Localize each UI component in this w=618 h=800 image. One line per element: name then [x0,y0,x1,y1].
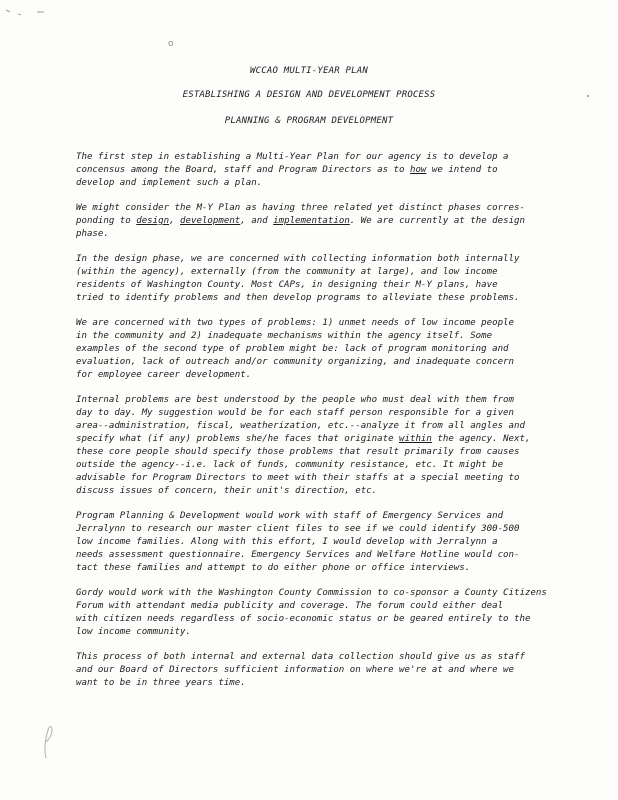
text-line: advisable for Program Directors to meet with their staffs at a special meeting to [76,473,520,483]
text-line: and our Board of Directors sufficient information on where we're at and where we [76,665,514,675]
text-line: day to day. My suggestion would be for each staff person responsible for a given [76,408,514,418]
text-run: , and [240,216,274,226]
paragraph-7 [76,587,596,639]
underlined-word: development [180,216,241,226]
text-line: for employee career development. [76,370,252,380]
text-line: discuss issues of concern, their unit's direction, etc. [76,486,378,496]
text-line: low income community. [76,627,191,637]
text-line: area--administration, fiscal, weatherization, etc.--analyze it from all angles and [76,421,525,431]
text-line: tried to identify problems and then develop programs to alleviate these problems. [76,293,520,303]
text-line: This process of both internal and external data collection should give us as staff [76,652,525,662]
paragraph-2 [76,202,596,241]
text-line: (within the agency), externally (from the community at large), and low income [76,267,498,277]
text-line: needs assessment questionnaire. Emergency Services and Welfare Hotline would con- [76,550,520,560]
paragraph-5 [76,394,596,498]
text-run: specify what (if any) problems she/he faces that originate [76,434,400,444]
text-line: In the design phase, we are concerned with collecting information both internally [76,254,520,264]
underlined-word: design [136,216,170,226]
text-line: Program Planning & Development would work with staff of Emergency Services and [76,511,504,521]
paragraph-8 [76,651,596,690]
text-line: evaluation, lack of outreach and/or community organizing, and inadequate concern [76,357,514,367]
text-run: we intend to [426,165,498,175]
text-line: We are concerned with two types of problems: 1) unmet needs of low income people [76,318,514,328]
text-line: Jerralynn to research our master client files to see if we could identify 300-500 [76,524,520,534]
section-heading: PLANNING & PROGRAM DEVELOPMENT [224,116,394,126]
text-line [76,433,596,446]
paragraph-4 [76,317,596,382]
paragraph-6 [76,510,596,575]
text-line: phase. [76,229,109,239]
document-subtitle: ESTABLISHING A DESIGN AND DEVELOPMENT PROCESS [182,90,436,100]
text-line: tact these families and attempt to do either phone or office interviews. [76,563,471,573]
text-line: The first step in establishing a Multi-Year Plan for our agency is to develop a [76,152,509,162]
text-run: the agency. Next, [431,434,531,444]
text-line: these core people should specify those problems that result primarily from causes [76,447,520,457]
underlined-word: implementation [273,216,350,226]
paragraph-3 [76,253,596,305]
paragraph-1 [76,151,596,190]
text-line: want to be in three years time. [76,678,246,688]
text-line: in the community and 2) inadequate mechanisms within the agency itself. Some [76,331,493,341]
text-line: examples of the second type of problem might be: lack of program monitoring and [76,344,509,354]
text-line: low income families. Along with this effort, I would develop with Jerralynn a [76,537,498,547]
text-run: , [169,216,181,226]
underlined-word: within [399,434,432,444]
text-run: . We are currently at the design [349,216,525,226]
text-line: Internal problems are best understood by the people who must deal with them from [76,395,514,405]
pencil-scribble-icon [40,722,60,762]
underlined-word: how [409,165,427,175]
text-line: Gordy would work with the Washington County Commission to co-sponsor a County Citizens [76,588,547,598]
text-line: residents of Washington County. Most CAPs, in designing their M-Y plans, have [76,280,498,290]
margin-mark-o: o [168,39,174,49]
text-line: outside the agency--i.e. lack of funds, community resistance, etc. It might be [76,460,504,470]
text-line: with citizen needs regardless of socio-economic status or be geared entirely to the [76,614,531,624]
document-title: WCCAO MULTI-YEAR PLAN [250,66,368,76]
body-text [76,151,596,702]
text-line: We might consider the M-Y Plan as having three related yet distinct phases corres- [76,203,525,213]
text-run: ponding to [76,216,137,226]
text-line: Forum with attendant media publicity and coverage. The forum could either deal [76,601,504,611]
text-run: concensus among the Board, staff and Program Directors as to [76,165,410,175]
text-line [76,215,596,228]
text-line [76,164,596,177]
text-line: develop and implement such a plan. [76,178,263,188]
